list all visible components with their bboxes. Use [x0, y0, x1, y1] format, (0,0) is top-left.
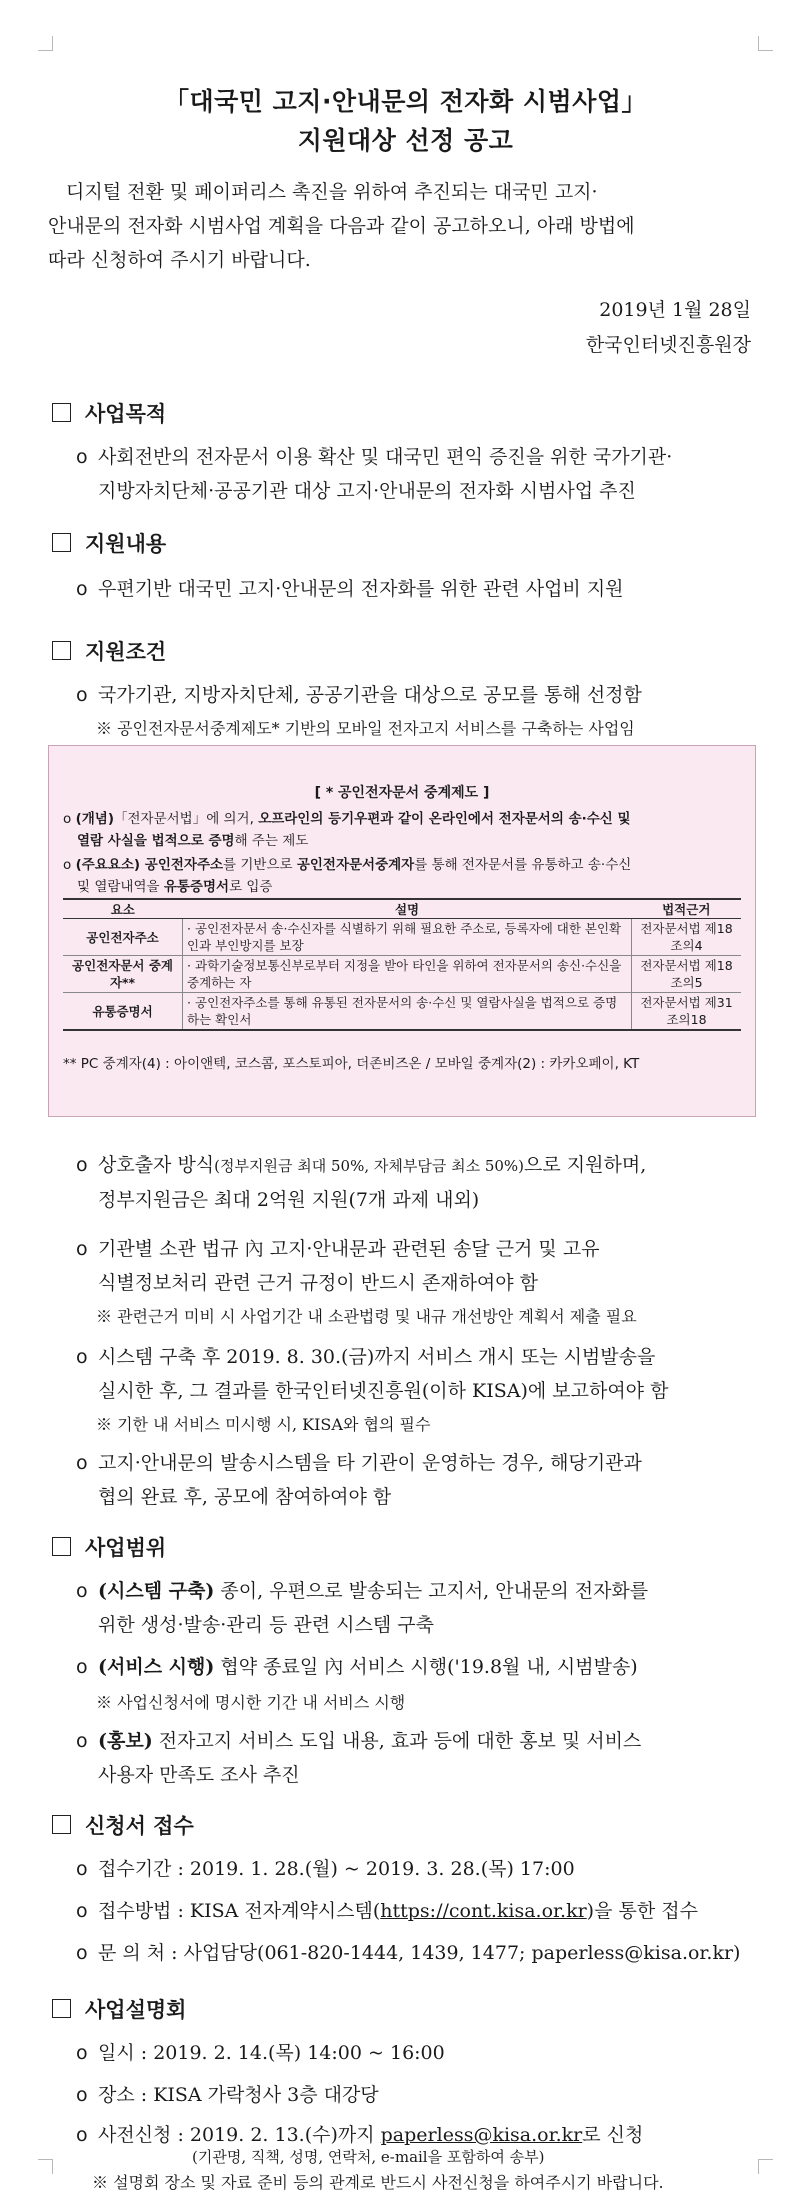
table-cell: 전자문서법 제18조의4: [632, 919, 741, 956]
issuing-organization: 한국인터넷진흥원장: [585, 334, 751, 356]
purpose-item: o 사회전반의 전자문서 이용 확산 및 대국민 편익 증진을 위한 국가기관· 지방자치단체·공공기관 대상 고지·안내문의 전자화 시범사업 추진: [76, 440, 766, 508]
table-cell: 공인전자문서 중계자**: [63, 956, 183, 993]
bullet-icon: o: [76, 1452, 88, 1474]
certified-relay-info-box: [48, 745, 756, 1117]
conditions-note-3: ※ 관련근거 미비 시 사업기간 내 소관법령 및 내규 개선방안 계획서 제출 필요: [96, 1307, 637, 1326]
bullet-icon: o: [76, 1656, 88, 1678]
conditions-note-4: ※ 기한 내 서비스 미시행 시, KISA와 협의 필수: [96, 1415, 431, 1434]
relay-elements-table: [63, 898, 741, 1031]
scope-item-2: o (서비스 시행) 협약 종료일 內 서비스 시행('19.8월 내, 시범발송): [76, 1650, 766, 1684]
briefing-preregistration-note: (기관명, 직책, 성명, 연락처, e-mail을 포함하여 송부): [192, 2148, 545, 2166]
table-header: 요소: [63, 899, 183, 919]
section-heading-support: 지원내용: [52, 528, 166, 558]
application-period: o 접수기간 : 2019. 1. 28.(월) ~ 2019. 3. 28.(목) 17:00: [76, 1852, 766, 1886]
info-box-title: [ * 공인전자문서 중계제도 ]: [314, 785, 490, 801]
bullet-icon: o: [76, 1900, 88, 1922]
briefing-place: o 장소 : KISA 가락청사 3층 대강당: [76, 2078, 766, 2112]
checkbox-square-icon: [52, 533, 71, 552]
section-heading-briefing: 사업설명회: [52, 1994, 186, 2024]
section-heading-purpose: 사업목적: [52, 398, 166, 428]
info-box-concept: o (개념)「전자문서법」에 의거, 오프라인의 등기우편과 같이 온라인에서 전자문서의 송·수신 및 열람 사실을 법적으로 증명해 주는 제도: [63, 811, 631, 849]
application-contact: o 문 의 처 : 사업담당(061-820-1444, 1439, 1477; paperless@kisa.or.kr): [76, 1936, 766, 1970]
page-corner-mark: [38, 2159, 53, 2174]
conditions-item-2: o 상호출자 방식(정부지원금 최대 50%, 자체부담금 최소 50%)으로 지원하며, 정부지원금은 최대 2억원 지원(7개 과제 내외): [76, 1148, 766, 1217]
table-cell: · 공인전자주소를 통해 유통된 전자문서의 송·수신 및 열람사실을 법적으로 증명하는 확인서: [183, 993, 632, 1031]
document-title: 「대국민 고지·안내문의 전자화 시범사업」: [163, 87, 647, 116]
conditions-note-1: ※ 공인전자문서중계제도* 기반의 모바일 전자고지 서비스를 구축하는 사업임: [96, 719, 635, 738]
checkbox-square-icon: [52, 1537, 71, 1556]
support-item: o 우편기반 대국민 고지·안내문의 전자화를 위한 관련 사업비 지원: [76, 572, 766, 606]
bullet-icon: o: [76, 1858, 88, 1880]
paperless-email-link[interactable]: paperless@kisa.or.kr: [380, 2124, 583, 2146]
checkbox-square-icon: [52, 1999, 71, 2018]
bullet-icon: o: [76, 1942, 88, 1964]
conditions-item-4: o 시스템 구축 후 2019. 8. 30.(금)까지 서비스 개시 또는 시범발송을 실시한 후, 그 결과를 한국인터넷진흥원(이하 KISA)에 보고하여야 함: [76, 1340, 766, 1408]
table-header: 설명: [183, 899, 632, 919]
checkbox-square-icon: [52, 403, 71, 422]
table-cell: 전자문서법 제18조의5: [632, 956, 741, 993]
bullet-icon: o: [76, 1346, 88, 1368]
scope-note-2: ※ 사업신청서에 명시한 기간 내 서비스 시행: [96, 1693, 406, 1712]
bullet-icon: o: [76, 446, 88, 468]
table-row: [63, 993, 741, 1031]
info-box-footnote: ** PC 중계자(4) : 아이앤텍, 코스콤, 포스토피아, 더존비즈온 / 모바일 중계자(2) : 카카오페이, KT: [63, 1056, 640, 1072]
checkbox-square-icon: [52, 1815, 71, 1834]
section-heading-conditions: 지원조건: [52, 636, 166, 666]
bullet-icon: o: [76, 1238, 88, 1260]
briefing-footer-note: ※ 설명회 장소 및 자료 준비 등의 관계로 반드시 사전신청을 하여주시기 바랍니다.: [92, 2173, 664, 2192]
intro-line: 따라 신청하여 주시기 바랍니다.: [48, 249, 311, 271]
bullet-icon: o: [76, 2084, 88, 2106]
bullet-icon: o: [76, 2042, 88, 2064]
table-cell: 유통증명서: [63, 993, 183, 1031]
section-heading-scope: 사업범위: [52, 1532, 166, 1562]
section-heading-application: 신청서 접수: [52, 1810, 194, 1840]
page-corner-mark: [758, 36, 773, 51]
conditions-item-3: o 기관별 소관 법규 內 고지·안내문과 관련된 송달 근거 및 고유 식별정보처리 관련 근거 규정이 반드시 존재하여야 함: [76, 1232, 766, 1300]
table-header: 법적근거: [632, 899, 741, 919]
table-row: [63, 919, 741, 956]
intro-line: 디지털 전환 및 페이퍼리스 촉진을 위하여 추진되는 대국민 고지·: [66, 181, 598, 203]
scope-item-1: o (시스템 구축) 종이, 우편으로 발송되는 고지서, 안내문의 전자화를 위한 생성·발송·관리 등 관련 시스템 구축: [76, 1574, 766, 1642]
intro-line: 안내문의 전자화 시범사업 계획을 다음과 같이 공고하오니, 아래 방법에: [48, 215, 635, 237]
table-row: [63, 956, 741, 993]
briefing-date: o 일시 : 2019. 2. 14.(목) 14:00 ~ 16:00: [76, 2036, 766, 2070]
page-corner-mark: [758, 2159, 773, 2174]
info-box-elements: o (주요요소) 공인전자주소를 기반으로 공인전자문서중계자를 통해 전자문서를 유통하고 송·수신 및 열람내역을 유통증명서로 입증: [63, 857, 632, 895]
intro-paragraph: [48, 175, 760, 277]
application-method: o 접수방법 : KISA 전자계약시스템(https://cont.kisa.or.kr)을 통한 접수: [76, 1894, 766, 1928]
table-header-row: [63, 899, 741, 919]
table-cell: 전자문서법 제31조의18: [632, 993, 741, 1031]
bullet-icon: o: [76, 684, 88, 706]
table-cell: · 과학기술정보통신부로부터 지정을 받아 타인을 위하여 전자문서의 송신·수신을 중계하는 자: [183, 956, 632, 993]
contract-system-link[interactable]: https://cont.kisa.or.kr: [380, 1900, 587, 1922]
bullet-icon: o: [76, 1154, 88, 1176]
bullet-icon: o: [76, 578, 88, 600]
bullet-icon: o: [76, 1730, 88, 1752]
bullet-icon: o: [76, 2124, 88, 2146]
conditions-item-5: o 고지·안내문의 발송시스템을 타 기관이 운영하는 경우, 해당기관과 협의 완료 후, 공모에 참여하여야 함: [76, 1446, 766, 1514]
scope-item-3: o (홍보) 전자고지 서비스 도입 내용, 효과 등에 대한 홍보 및 서비스 사용자 만족도 조사 추진: [76, 1724, 766, 1792]
checkbox-square-icon: [52, 641, 71, 660]
announcement-date: 2019년 1월 28일: [599, 299, 751, 321]
document-subtitle: 지원대상 선정 공고: [297, 126, 514, 155]
table-cell: 공인전자주소: [63, 919, 183, 956]
page-corner-mark: [38, 36, 53, 51]
conditions-item-1: o 국가기관, 지방자치단체, 공공기관을 대상으로 공모를 통해 선정함: [76, 678, 766, 712]
briefing-preregistration: o 사전신청 : 2019. 2. 13.(수)까지 paperless@kisa.or.kr로 신청: [76, 2118, 766, 2152]
table-cell: · 공인전자문서 송·수신자를 식별하기 위해 필요한 주소로, 등록자에 대한 본인확인과 부인방지를 보장: [183, 919, 632, 956]
bullet-icon: o: [76, 1580, 88, 1602]
